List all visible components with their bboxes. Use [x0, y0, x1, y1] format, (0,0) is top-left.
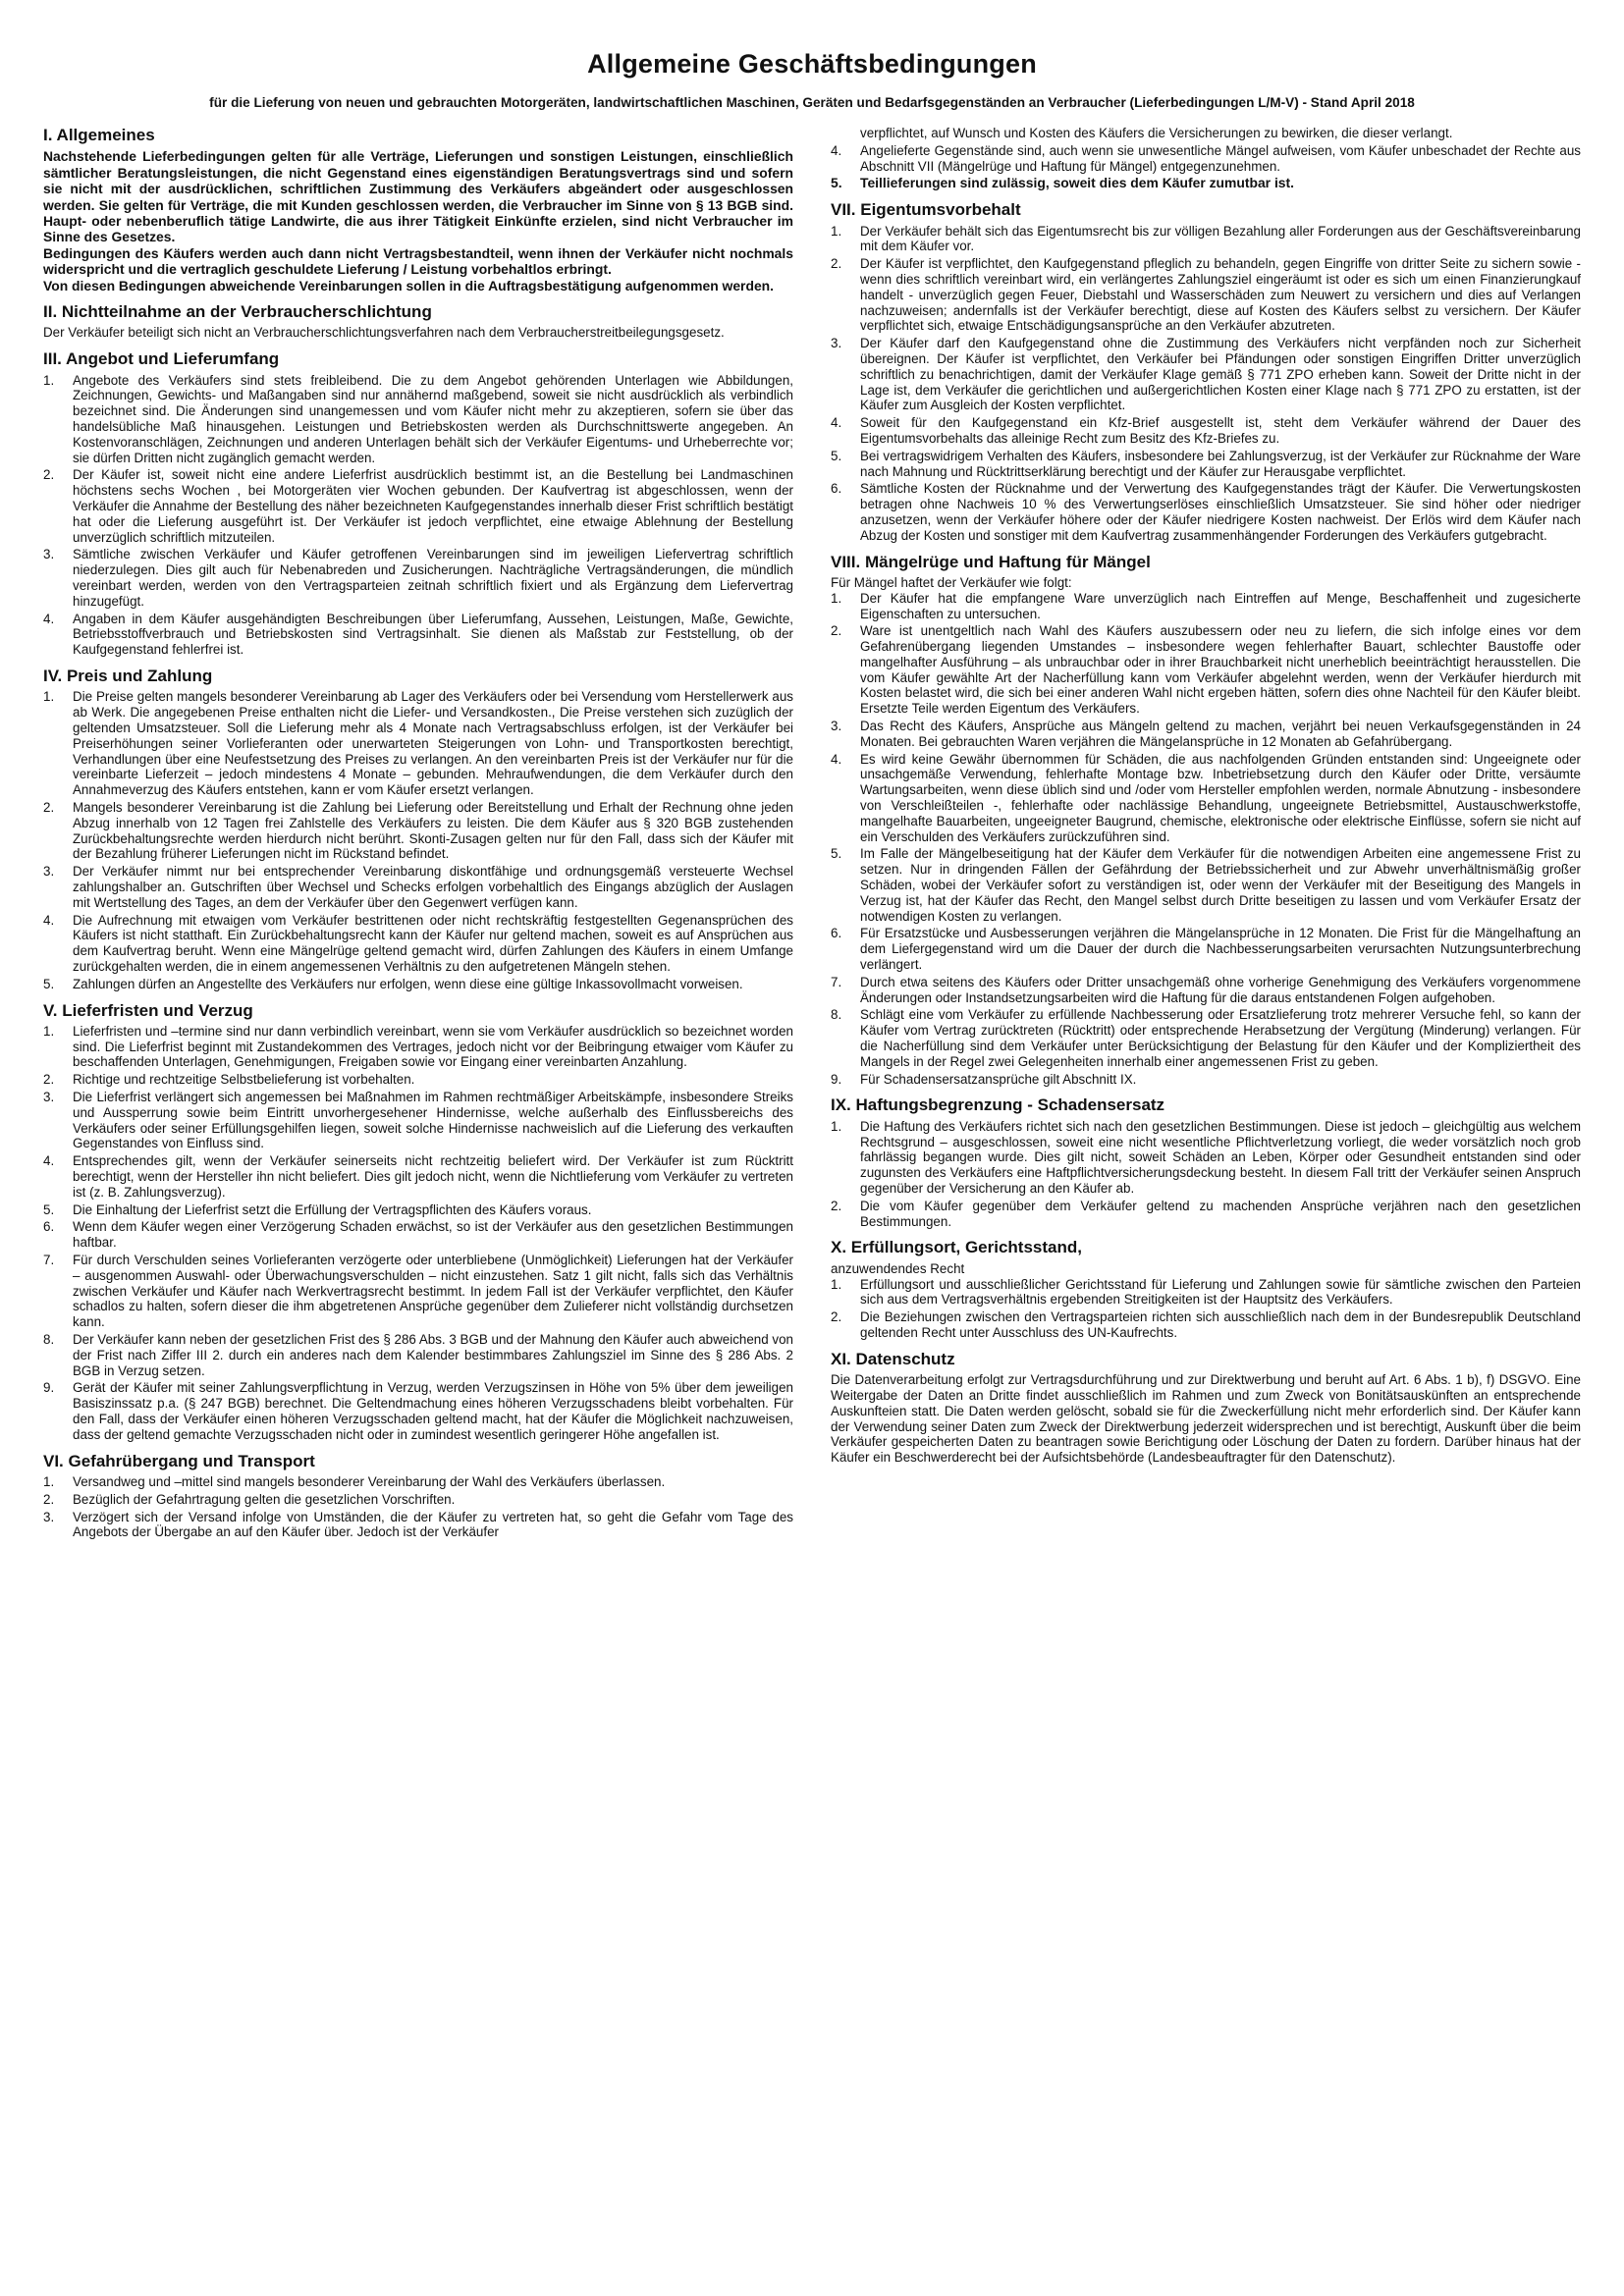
item-text: Der Käufer ist, soweit nicht eine andere Lieferfrist ausdrücklich bestimmt ist, an die Bestellung bei Landmaschinen höchstens sechs Wochen , bei Motorgeräten vier Wochen gebunden. Der Kaufvertrag ist abgeschlossen, wenn der Verkäufer die Annahme der Bestellung des näher bezeichneten Kaufgegenstandes innerhalb dieser Frist schriftlich bestätigt hat oder die Lieferung ausgeführt ist. Der Verkäufer ist jedoch verpflichtet, eine etwaige Ablehnung der Bestellung unverzüglich schriftlich mitzuteilen. [73, 467, 793, 545]
item-number: 2. [43, 1491, 55, 1507]
paragraph: Die Datenverarbeitung erfolgt zur Vertragsdurchführung und zur Direktwerbung und beruht auf Art. 6 Abs. 1 b), f) DSGVO. Eine Weitergabe der Daten an Dritte findet ausschließlich im Rahmen und zum Zweck von Bonitätsauskünften an entsprechende Auskunfteien statt. Die Daten werden gelöscht, sobald sie für die Zweckerfüllung nicht mehr erforderlich sind. Der Käufer kann der Verwendung seiner Daten zum Zweck der Direktwerbung jederzeit widersprechen und ist berechtigt, Auskunft über die beim Verkäufer gespeicherten Daten zu beantragen sowie Berichtigung oder Löschung der Daten zu fordern. Darüber hinaus hat der Käufer ein Beschwerderecht bei der Aufsichtsbehörde (Landesbeauftragter für den Datenschutz). [831, 1372, 1581, 1466]
item-number: 5. [831, 448, 842, 463]
item-number [831, 126, 860, 141]
item-text: Im Falle der Mängelbeseitigung hat der Käufer dem Verkäufer für die notwendigen Arbeiten eine angemessene Frist zu setzen. Nur in dringenden Fällen der Gefährdung der Betriebssicherheit und zur Abwehr unverhältnismäßig großer Schäden, wobei der Verkäufer sofort zu verständigen ist, oder wenn der Verkäufer mit der Beseitigung des Mangels in Verzug ist, hat der Käufer das Recht, den Mangel selbst durch Dritte beseitigen zu lassen und vom Verkäufer Ersatz der notwendigen Kosten zu verlangen. [860, 846, 1581, 924]
item-text: Angaben in dem Käufer ausgehändigten Beschreibungen über Lieferumfang, Aussehen, Leistungen, Maße, Gewichte, Betriebsstoffverbrauch und Betriebskosten sind Vertragsinhalt. Sie dienen als Maßstab zur Feststellung, ob der Kaufgegenstand fehlerfrei ist. [73, 611, 793, 658]
item-text: Verzögert sich der Versand infolge von Umständen, die der Käufer zu vertreten hat, so geht die Gefahr vom Tage des Angebots der Übergabe an auf den Käufer über. Jedoch ist der Verkäufer [73, 1509, 793, 1540]
right-column [831, 126, 1581, 1549]
list-item [43, 467, 793, 545]
section-intro: Für Mängel haftet der Verkäufer wie folgt: [831, 574, 1072, 590]
section-title: IX. Haftungsbegrenzung - Schadensersatz [831, 1095, 1165, 1115]
item-text: Durch etwa seitens des Käufers oder Dritter unsachgemäß ohne vorherige Genehmigung des Verkäufers vorgenommene Änderungen oder Instandsetzungsarbeiten wird die Haftung für die daraus entstandenen Folgen aufgehoben. [860, 974, 1581, 1005]
list-item [43, 800, 793, 862]
item-text: Die Einhaltung der Lieferfrist setzt die Erfüllung der Vertragspflichten des Käufers voraus. [73, 1201, 592, 1217]
item-number: 5. [43, 976, 55, 991]
item-number: 4. [43, 611, 55, 626]
item-number: 8. [831, 1007, 842, 1023]
section-angebot-lieferumfang [43, 349, 793, 658]
item-number: 2. [43, 1072, 55, 1088]
section-title: X. Erfüllungsort, Gerichtsstand, [831, 1238, 1082, 1257]
item-text: Sämtliche zwischen Verkäufer und Käufer getroffenen Vereinbarungen sind im jeweiligen Liefervertrag schriftlich niederzulegen. Dies gilt auch für Nebenabreden und Zusicherungen. Nachträgliche Vertragsänderungen, die mündlich vereinbart werden, werden von den Vertragsparteien zeitnah schriftlich fixiert und als Ergänzung dem Liefervertrag hinzugefügt. [73, 547, 793, 609]
section-title: II. Nichtteilnahme an der Verbraucherschlichtung [43, 302, 432, 322]
section-gefahruebergang-continued [831, 126, 1581, 191]
item-text: Ware ist unentgeltlich nach Wahl des Käufers auszubessern oder neu zu liefern, die sich infolge eines vor dem Gefahrenübergang liegenden Umstandes – insbesondere wegen fehlerhafter Bauart, schlechter Baustoffe oder mangelhafter Ausführung – als unbrauchbar oder in ihrer Brauchbarkeit nicht unerheblich beeinträchtigt herausstellen. Die vom Käufer gewählte Art der Nacherfüllung kann vom Verkäufer abgelehnt werden, wenn der Verkäufer hierdurch mit Kosten belastet wird, die sich bei einer anderen Wahl nicht ergeben hätten, sofern dies ohne Nachteil für den Käufer bleibt. Ersetzte Teile werden Eigentum des Verkäufers. [860, 623, 1581, 717]
section-maengelruege-haftung [831, 553, 1581, 1088]
list-item [43, 1380, 793, 1442]
item-number: 1. [831, 590, 842, 606]
section-title: IV. Preis und Zahlung [43, 666, 213, 685]
list-item [43, 1510, 793, 1541]
list-item [831, 481, 1581, 543]
item-text: Das Recht des Käufers, Ansprüche aus Mängeln geltend zu machen, verjährt bei neuen Verkaufsgegenständen in 24 Monaten. Bei gebrauchten Waren verjähren die Mängelansprüche in 12 Monaten ab Gefahrübergang. [860, 719, 1581, 749]
list-item [43, 373, 793, 466]
section-erfuellungsort-gerichtsstand [831, 1238, 1581, 1340]
list-item [43, 1202, 793, 1218]
list-item [43, 1253, 793, 1330]
item-number: 1. [43, 689, 55, 705]
item-text: Sämtliche Kosten der Rücknahme und der Verwertung des Kaufgegenstandes trägt der Käufer. Die Verwertungskosten betragen ohne Nachweis 10 % des Verwertungserlöses einschließlich Umsatzsteuer. Sie sind höher oder niedriger anzusetzen, wenn der Verkäufer höhere oder der Käufer niedrigere Kosten nachweist. Der Erlös wird dem Käufer nach Abzug der Kosten und sonstiger mit dem Kaufvertrag zusammenhängender Forderungen des Verkäufers gutgebracht. [860, 481, 1581, 543]
list-item [831, 143, 1581, 175]
item-number: 3. [43, 547, 55, 562]
item-text: Die Haftung des Verkäufers richtet sich nach den gesetzlichen Bestimmungen. Diese ist jedoch – gleichgültig aus welchem Rechtsgrund – ausgeschlossen, soweit eine nicht wesentliche Pflichtverletzung vorliegt, die weder vorsätzlich noch grob fahrlässig begangen wurde. Dies gilt nicht, soweit Schäden an Leben, Körper oder Gesundheit entstanden sind oder zugunsten des Verkäufers eine Haftpflichtversicherungsdeckung besteht. In diesem Fall tritt der Verkäufer seinen Anspruch gegenüber der Versicherung an den Käufer ab. [860, 1118, 1581, 1196]
item-number: 4. [831, 415, 842, 431]
item-number: 5. [43, 1201, 55, 1217]
list-item [831, 224, 1581, 255]
section-datenschutz [831, 1350, 1581, 1466]
item-number: 3. [43, 864, 55, 880]
item-text: Die Beziehungen zwischen den Vertragsparteien richten sich ausschließlich nach dem in der Bundesrepublik Deutschland geltenden Recht unter Ausschluss des UN-Kaufrechts. [860, 1309, 1581, 1340]
section-allgemeines [43, 126, 793, 294]
item-number: 9. [831, 1071, 842, 1087]
item-text: Richtige und rechtzeitige Selbstbelieferung ist vorbehalten. [73, 1072, 415, 1088]
item-number: 1. [43, 1023, 55, 1039]
item-text: Die vom Käufer gegenüber dem Verkäufer geltend zu machenden Ansprüche verjähren nach den gesetzlichen Bestimmungen. [860, 1198, 1581, 1229]
paragraph: Der Verkäufer beteiligt sich nicht an Verbraucherschlichtungsverfahren nach dem Verbraucherstreitbeilegungsgesetz. [43, 325, 725, 341]
item-text: Angebote des Verkäufers sind stets freibleibend. Die zu dem Angebot gehörenden Unterlagen wie Abbildungen, Zeichnungen, Gewichts- und Maßangaben sind nur annähernd maßgebend, soweit sie nicht ausdrücklich als verbindlich bezeichnet sind. Die Änderungen sind unangemessen und vom Käufer nicht mehr zu akzeptieren, sofern sie über das handelsübliche Maß hinausgehen. Leistungen und Betriebskosten werden als Durchschnittswerte angegeben. An Kostenvoranschlägen, Zeichnungen und anderen Unterlagen behält sich der Verkäufer Eigentums- und Urheberrechte vor; sie dürfen Dritten nicht zugänglich gemacht werden. [73, 372, 793, 465]
item-text: Für Ersatzstücke und Ausbesserungen verjähren die Mängelansprüche in 12 Monaten. Die Frist für die Mängelhaftung an dem Liefergegenstand wird um die Dauer der durch die Nachbesserungsarbeiten verursachten Nutzungsunterbrechung verlängert. [860, 926, 1581, 973]
item-number: 4. [43, 912, 55, 928]
item-text: Die Aufrechnung mit etwaigen vom Verkäufer bestrittenen oder nicht rechtskräftig festgestellten Gegenansprüchen des Käufers ist nicht statthaft. Ein Zurückbehaltungsrecht kann der Käufer nur geltend machen, soweit es auf Ansprüchen aus dem Kaufvertrag beruht. Wenn eine Mängelrüge geltend gemacht wird, dürfen Zahlungen des Käufers in einem Umfange zurückgehalten werden, die in einem angemessenen Verhältnis zu den aufgetretenen Mängeln stehen. [73, 912, 793, 974]
list-item [43, 1024, 793, 1070]
two-column-body [43, 126, 1581, 1549]
item-number: 2. [831, 623, 842, 639]
left-column [43, 126, 793, 1549]
list-item [831, 719, 1581, 750]
item-number: 3. [43, 1509, 55, 1524]
item-number: 9. [43, 1380, 55, 1396]
item-text: Der Käufer hat die empfangene Ware unverzüglich nach Eintreffen auf Menge, Beschaffenheit und zugesicherte Eigenschaften zu untersuchen. [860, 590, 1581, 621]
item-number: 6. [831, 926, 842, 941]
item-text: Der Käufer darf den Kaufgegenstand ohne die Zustimmung des Verkäufers nicht verpfänden noch zur Sicherheit übereignen. Der Käufer ist verpflichtet, den Verkäufer bei Pfändungen oder sonstigen Eingriffen Dritter unverzüglich schriftlich zu benachrichtigen, damit der Verkäufer Klage gemäß § 771 ZPO erheben kann. Soweit der Dritte nicht in der Lage ist, dem Verkäufer die gerichtlichen und außergerichtlichen Kosten einer Klage nach § 771 ZPO zu erstatten, ist der Käufer zum Ausgleich der Kosten verpflichtet. [860, 336, 1581, 413]
list-item [831, 176, 1581, 191]
section-title: VIII. Mängelrüge und Haftung für Mängel [831, 552, 1151, 571]
list-item [831, 1199, 1581, 1230]
item-text: Der Käufer ist verpflichtet, den Kaufgegenstand pfleglich zu behandeln, gegen Eingriffe von dritter Seite zu sichern sowie - wenn dies schriftlich vereinbart wird, ein verlängertes Zahlungsziel eingeräumt ist oder es sich um einen Finanzierungkauf handelt - unverzüglich gegen Feuer, Diebstahl und Wasserschäden zum Neuwert zu versichern und dies auf Verlangen nachzuweisen; andernfalls ist der Verkäufer berechtigt, diese auf Kosten des Käufers selbst zu versichern. Der Käufer verpflichtet sich, etwaige Entschädigungsansprüche an den Verkäufer abzutreten. [860, 256, 1581, 334]
item-text: Für durch Verschulden seines Vorlieferanten verzögerte oder unterbliebene (Unmöglichkeit) Lieferungen hat der Verkäufer – ausgenommen Auswahl- oder Überwachungsverschulden – nicht einzustehen. Satz 1 gilt nicht, falls sich das Verhältnis zwischen Verkäufer und Käufer nach Werkvertragsrecht bestimmt. In jedem Fall ist der Verkäufer verpflichtet, den Käufer schadlos zu halten, sofern dieser die ihm abgetretenen Ansprüche gegenüber dem Zulieferer nicht vollständig durchsetzen kann. [73, 1253, 793, 1330]
list-item [831, 336, 1581, 413]
list-item [43, 1219, 793, 1251]
item-text: Entsprechendes gilt, wenn der Verkäufer seinerseits nicht rechtzeitig beliefert wird. Der Verkäufer ist zum Rücktritt berechtigt, wenn der Hersteller ihn nicht beliefert. Dies gilt jedoch nicht, wenn die Nichtlieferung vom Verkäufer zu vertreten ist (z. B. Zahlungsverzug). [73, 1153, 793, 1200]
item-text: verpflichtet, auf Wunsch und Kosten des Käufers die Versicherungen zu bewirken, die dieser verlangt. [860, 126, 1453, 140]
item-text: Versandweg und –mittel sind mangels besonderer Vereinbarung der Wahl des Verkäufers überlassen. [73, 1474, 666, 1489]
list-item [831, 1007, 1581, 1069]
section-title: I. Allgemeines [43, 126, 155, 144]
item-text: Es wird keine Gewähr übernommen für Schäden, die aus nachfolgenden Gründen entstanden sind: Ungeeignete oder unsachgemäße Verwendung, fehlerhafte Montage bzw. Inbetriebsetzung durch den Käufer oder Dritte, versäumte Wartungsarbeiten, wenn diese üblich sind und /oder vom Hersteller empfohlen werden, normale Abnutzung - insbesondere von Verschleißteilen -, fehlerhafte oder nachlässige Behandlung, ungeeignete Betriebsmittel, Austauschwerkstoffe, mangelhafte Bauarbeiten, ungeeigneter Baugrund, chemische, elektronische oder elektrische Einflüsse, sofern sie nicht auf ein Verschulden des Verkäufers zurückzuführen sind. [860, 751, 1581, 844]
item-number: 8. [43, 1332, 55, 1348]
list-item [831, 256, 1581, 334]
list-item [43, 1090, 793, 1151]
item-number: 7. [43, 1253, 55, 1268]
item-number: 2. [831, 1198, 842, 1213]
section-title: VII. Eigentumsvorbehalt [831, 200, 1021, 220]
list-item [43, 1474, 793, 1490]
document-title: Allgemeine Geschäftsbedingungen [587, 49, 1037, 79]
item-text: Für Schadensersatzansprüche gilt Abschnitt IX. [860, 1071, 1137, 1087]
item-number: 6. [43, 1219, 55, 1235]
item-number: 6. [831, 481, 842, 497]
paragraph: Nachstehende Lieferbedingungen gelten für alle Verträge, Lieferungen und sonstigen Leistungen, einschließlich sämtlicher Beratungsleistungen, die nicht Gegenstand eines eigenständigen Beratungsvertrags sind und sofern sie nicht mit der ausdrücklichen, schriftlichen Zustimmung des Verkäufers abgeändert oder ausgeschlossen werden. Sie gelten für Verträge, die mit Kunden geschlossen werden, die Verbraucher im Sinne von § 13 BGB sind. Haupt- oder nebenberuflich tätige Landwirte, die aus ihrer Tätigkeit Einkünfte erzielen, sind nicht Verbraucher im Sinne des Gesetzes. [43, 148, 793, 245]
item-text: Wenn dem Käufer wegen einer Verzögerung Schaden erwächst, so ist der Verkäufer aus den gesetzlichen Bestimmungen haftbar. [73, 1219, 793, 1251]
list-item [43, 977, 793, 992]
list-item [831, 926, 1581, 972]
list-item [831, 126, 1581, 141]
item-number: 3. [831, 719, 842, 734]
item-text: Mangels besonderer Vereinbarung ist die Zahlung bei Lieferung oder Bereitstellung und Erhalt der Rechnung ohne jeden Abzug innerhalb von 12 Tagen frei Zahlstelle des Verkäufers zu leisten. Die dem Käufer aus § 320 BGB zustehenden Zurückbehaltungsrechte werden hierdurch nicht berührt. Skonti-Zusagen gelten nur für den Fall, dass sich der Käufer mit der Bezahlung früherer Lieferungen nicht im Rückstand befindet. [73, 799, 793, 862]
item-text: Der Verkäufer behält sich das Eigentumsrecht bis zur völligen Bezahlung aller Forderungen aus der Geschäftsvereinbarung mit dem Käufer vor. [860, 223, 1581, 254]
section-title: V. Lieferfristen und Verzug [43, 1000, 253, 1020]
list-item [831, 1072, 1581, 1088]
item-text: Teillieferungen sind zulässig, soweit dies dem Käufer zumutbar ist. [860, 175, 1295, 191]
section-preis-zahlung [43, 667, 793, 992]
list-item [831, 1119, 1581, 1197]
section-eigentumsvorbehalt [831, 200, 1581, 543]
item-text: Lieferfristen und –termine sind nur dann verbindlich vereinbart, wenn sie vom Verkäufer ausdrücklich so bezeichnet worden sind. Die Lieferfrist beginnt mit Zustandekommen des Vertrages, jedoch nicht vor der Beibringung etwaiger vom Käufer zu beschaffenden Unterlagen, Genehmigungen, Freigaben sowie vor Eingang einer vereinbarten Anzahlung. [73, 1023, 793, 1070]
item-number: 5. [831, 846, 842, 862]
list-item [43, 689, 793, 798]
section-title: VI. Gefahrübergang und Transport [43, 1451, 315, 1470]
item-number: 1. [43, 372, 55, 388]
list-item [43, 1492, 793, 1508]
section-haftungsbegrenzung [831, 1095, 1581, 1229]
list-item [43, 913, 793, 975]
item-text: Der Verkäufer nimmt nur bei entsprechender Vereinbarung diskontfähige und ordnungsgemäß versteuerte Wechsel zahlungshalber an. Gutschriften über Wechsel und Schecks erfolgen vorbehaltlich des Eingangs abzüglich der Auslagen mit Wertstellung des Tages, an dem der Verkäufer über den Gegenwert verfügen kann. [73, 864, 793, 910]
list-item [43, 1072, 793, 1088]
item-number: 3. [831, 336, 842, 351]
item-number: 5. [831, 175, 842, 191]
list-item [43, 612, 793, 658]
item-number: 4. [831, 751, 842, 767]
list-item [831, 752, 1581, 845]
document-subtitle: für die Lieferung von neuen und gebrauchten Motorgeräten, landwirtschaftlichen Maschinen, Geräten und Bedarfsgegenständen an Verbraucher (Lieferbedingungen L/M-V) - Stand April 2018 [209, 95, 1415, 110]
item-number: 1. [831, 1118, 842, 1134]
item-number: 4. [831, 142, 842, 158]
list-item [43, 1332, 793, 1378]
item-text: Der Verkäufer kann neben der gesetzlichen Frist des § 286 Abs. 3 BGB und der Mahnung den Käufer auch abweichend von der Frist nach Ziffer III 2. durch ein anderes nach dem Kalender bestimmbares Zahlungsziel im Sinne des § 286 Abs. 2 BGB in Verzug setzen. [73, 1332, 793, 1378]
item-number: 2. [43, 467, 55, 483]
list-item [831, 846, 1581, 924]
paragraph: Von diesen Bedingungen abweichende Vereinbarungen sollen in die Auftragsbestätigung aufgenommen werden. [43, 277, 775, 294]
item-text: Schlägt eine vom Verkäufer zu erfüllende Nachbesserung oder Ersatzlieferung trotz mehrerer Versuche fehl, so kann der Käufer vom Vertrag zurücktreten (Rücktritt) oder entsprechende Herabsetzung der Vergütung (Minderung) verlangen. Für die Nacherfüllung sind dem Verkäufer unter Berücksichtigung der Belastung für den Käufer und der Kompliziertheit des Mangels in der Regel zwei Gelegenheiten innerhalb einer angemessenen Frist zu geben. [860, 1007, 1581, 1069]
list-item [831, 449, 1581, 480]
section-title: XI. Datenschutz [831, 1349, 955, 1368]
item-number: 2. [831, 256, 842, 272]
item-text: Bezüglich der Gefahrtragung gelten die gesetzlichen Vorschriften. [73, 1491, 456, 1507]
section-subtitle: anzuwendendes Recht [831, 1260, 965, 1276]
list-item [43, 1153, 793, 1200]
item-text: Die Lieferfrist verlängert sich angemessen bei Maßnahmen im Rahmen rechtmäßiger Arbeitskämpfe, insbesondere Streiks und Aussperrung sowie beim Eintritt unvorhergesehener Hindernisse, welche außerhalb des Einflussbereichs des Verkäufers oder seiner Erfüllungsgehilfen liegen, soweit solche Hindernisse nachweislich auf die Lieferung des verkauften Gegenstandes von Einfluss sind. [73, 1090, 793, 1151]
paragraph: Bedingungen des Käufers werden auch dann nicht Vertragsbestandteil, wenn ihnen der Verkäufer nicht nochmals widerspricht und die vertraglich geschuldete Lieferung / Leistung vorbehaltlos erbringt. [43, 244, 793, 278]
item-text: Angelieferte Gegenstände sind, auch wenn sie unwesentliche Mängel aufweisen, vom Käufer unbeschadet der Rechte aus Abschnitt VII (Mängelrüge und Haftung für Mängel) entgegenzunehmen. [860, 142, 1581, 174]
item-number: 2. [43, 799, 55, 815]
list-item [831, 591, 1581, 622]
list-item [831, 975, 1581, 1006]
item-number: 2. [831, 1309, 842, 1325]
item-number: 1. [43, 1474, 55, 1489]
list-item [43, 864, 793, 910]
item-number: 3. [43, 1090, 55, 1105]
section-title: III. Angebot und Lieferumfang [43, 349, 280, 369]
list-item [831, 1309, 1581, 1341]
item-number: 1. [831, 1276, 842, 1292]
item-number: 7. [831, 974, 842, 989]
section-verbraucherschlichtung [43, 302, 793, 341]
item-text: Zahlungen dürfen an Angestellte des Verkäufers nur erfolgen, wenn diese eine gültige Inkassovollmacht vorweisen. [73, 976, 743, 991]
list-item [831, 623, 1581, 717]
list-item [831, 1277, 1581, 1308]
item-number: 4. [43, 1153, 55, 1169]
item-text: Gerät der Käufer mit seiner Zahlungsverpflichtung in Verzug, werden Verzugszinsen in Höhe von 5% über dem jeweiligen Basiszinssatz p.a. (§ 247 BGB) berechnet. Die Geltendmachung eines höheren Verzugsschadens bleibt vorbehalten. Für den Fall, dass der Verkäufer einen höheren Verzugsschaden geltend macht, hat der Käufer die Möglichkeit nachzuweisen, dass der geltend gemachte Verzugsschaden nicht oder in zumindest wesentlich geringerer Höhe angefallen ist. [73, 1380, 793, 1442]
section-lieferfristen-verzug [43, 1001, 793, 1443]
list-item [43, 547, 793, 609]
item-text: Die Preise gelten mangels besonderer Vereinbarung ab Lager des Verkäufers oder bei Versendung vom Herstellerwerk aus ab Werk. Die angegebenen Preise enthalten nicht die Liefer- und Versandkosten., Die Preise verstehen sich zuzüglich der geltenden Umsatzsteuer. Soll die Lieferung mehr als 4 Monate nach Vertragsabschluss erfolgen, ist der Verkäufer bei Preiserhöhungen seiner Vorlieferanten oder unerwarteten Steigerungen von Lohn- und Transportkosten berechtigt, Verhandlungen über eine Neufestsetzung des Preises zu verlangen. An den vereinbarten Preis ist der Verkäufer nur für die vereinbarte Lieferzeit – jedoch mindestens 4 Monate – gebunden. Mehraufwendungen, die dem Verkäufer durch den Annahmeverzug des Käufers entstehen, kann er vom Käufer ersetzt verlangen. [73, 689, 793, 798]
list-item [831, 415, 1581, 447]
item-number: 1. [831, 223, 842, 239]
item-text: Bei vertragswidrigem Verhalten des Käufers, insbesondere bei Zahlungsverzug, ist der Verkäufer zur Rücknahme der Ware nach Mahnung und Rücktrittserklärung berechtigt und der Käufer zur Herausgabe verpflichtet. [860, 448, 1581, 479]
item-text: Erfüllungsort und ausschließlicher Gerichtsstand für Lieferung und Zahlungen sowie für sämtliche zwischen den Parteien sich aus dem Vertragsverhältnis ergebenden Streitigkeiten ist der Hauptsitz des Verkäufers. [860, 1276, 1581, 1308]
section-gefahruebergang-transport [43, 1452, 793, 1541]
item-text: Soweit für den Kaufgegenstand ein Kfz-Brief ausgestellt ist, steht dem Verkäufer während der Dauer des Eigentumsvorbehalts das alleinige Recht zum Besitz des Kfz-Briefes zu. [860, 415, 1581, 446]
